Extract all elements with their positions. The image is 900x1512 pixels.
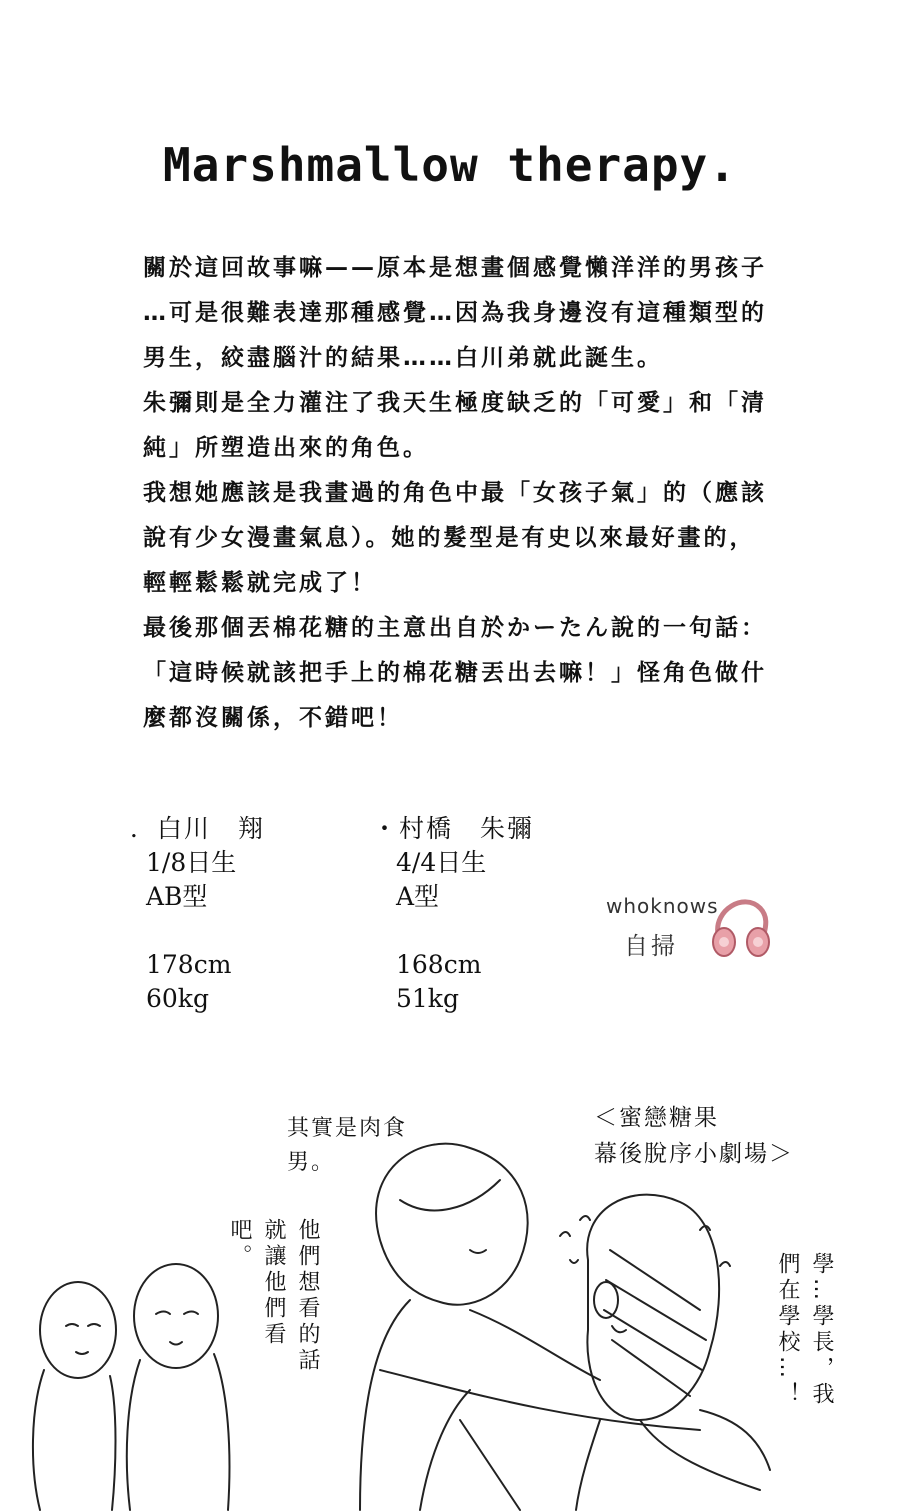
- afterword-line: …可是很難表達那種感覺…因為我身邊沒有這種類型的: [143, 300, 767, 326]
- afterword-line: 我想她應該是我畫過的角色中最「女孩子氣」的（應該: [143, 480, 767, 506]
- afterword-line: 關於這回故事嘛——原本是想畫個感覺懶洋洋的男孩子: [143, 255, 767, 281]
- afterword-line: 純」所塑造出來的角色。: [143, 435, 429, 461]
- profile-height: 168cm: [396, 950, 482, 979]
- profile-weight: 60kg: [146, 984, 209, 1013]
- watermark-sub: 自掃: [624, 932, 678, 960]
- scanner-watermark: [606, 890, 786, 980]
- profile-birthday: 1/8日生: [146, 848, 237, 877]
- watermark-text: whoknows: [606, 894, 719, 918]
- speech-bubble-left: 他們想看的話就讓他們看吧。: [227, 1218, 320, 1374]
- page-title: Marshmallow therapy.: [163, 138, 737, 192]
- headphones-icon: [704, 890, 776, 962]
- strip-caption: [594, 1100, 794, 1172]
- profile-blood-type: AB型: [146, 882, 208, 911]
- afterword-text: [143, 246, 843, 741]
- profile-shirakawa: [130, 812, 265, 1016]
- afterword-line: 最後那個丟棉花糖的主意出自於かーたん說的一句話：: [143, 615, 767, 641]
- profile-birthday: 4/4日生: [396, 848, 487, 877]
- profile-height: 178cm: [146, 950, 232, 979]
- afterword-line: 「這時候就該把手上的棉花糖丟出去嘛！」怪角色做什: [143, 660, 767, 686]
- strip-caption-line: ＜蜜戀糖果: [594, 1105, 719, 1131]
- speech-bubble-right: 學…學長，我們在學校…！: [775, 1252, 834, 1408]
- profile-weight: 51kg: [396, 984, 459, 1013]
- afterword-line: 朱彌則是全力灌注了我天生極度缺乏的「可愛」和「清: [143, 390, 767, 416]
- profile-blood-type: A型: [396, 882, 440, 911]
- profile-murahashi: [372, 812, 534, 1016]
- profile-name: ・村橋 朱彌: [372, 814, 535, 843]
- comic-strip: [0, 1090, 900, 1512]
- afterword-line: 輕輕鬆鬆就完成了！: [143, 570, 377, 596]
- afterword-line: 麼都沒關係，不錯吧！: [143, 705, 403, 731]
- strip-caption-line: 幕後脫序小劇場＞: [594, 1141, 794, 1167]
- profile-name: ．白川 翔: [130, 814, 266, 843]
- afterword-line: 男生，絞盡腦汁的結果……白川弟就此誕生。: [143, 345, 663, 371]
- afterword-line: 說有少女漫畫氣息）。她的髮型是有史以來最好畫的，: [143, 525, 756, 551]
- speech-bubble-top: 其實是肉食男。: [287, 1116, 408, 1175]
